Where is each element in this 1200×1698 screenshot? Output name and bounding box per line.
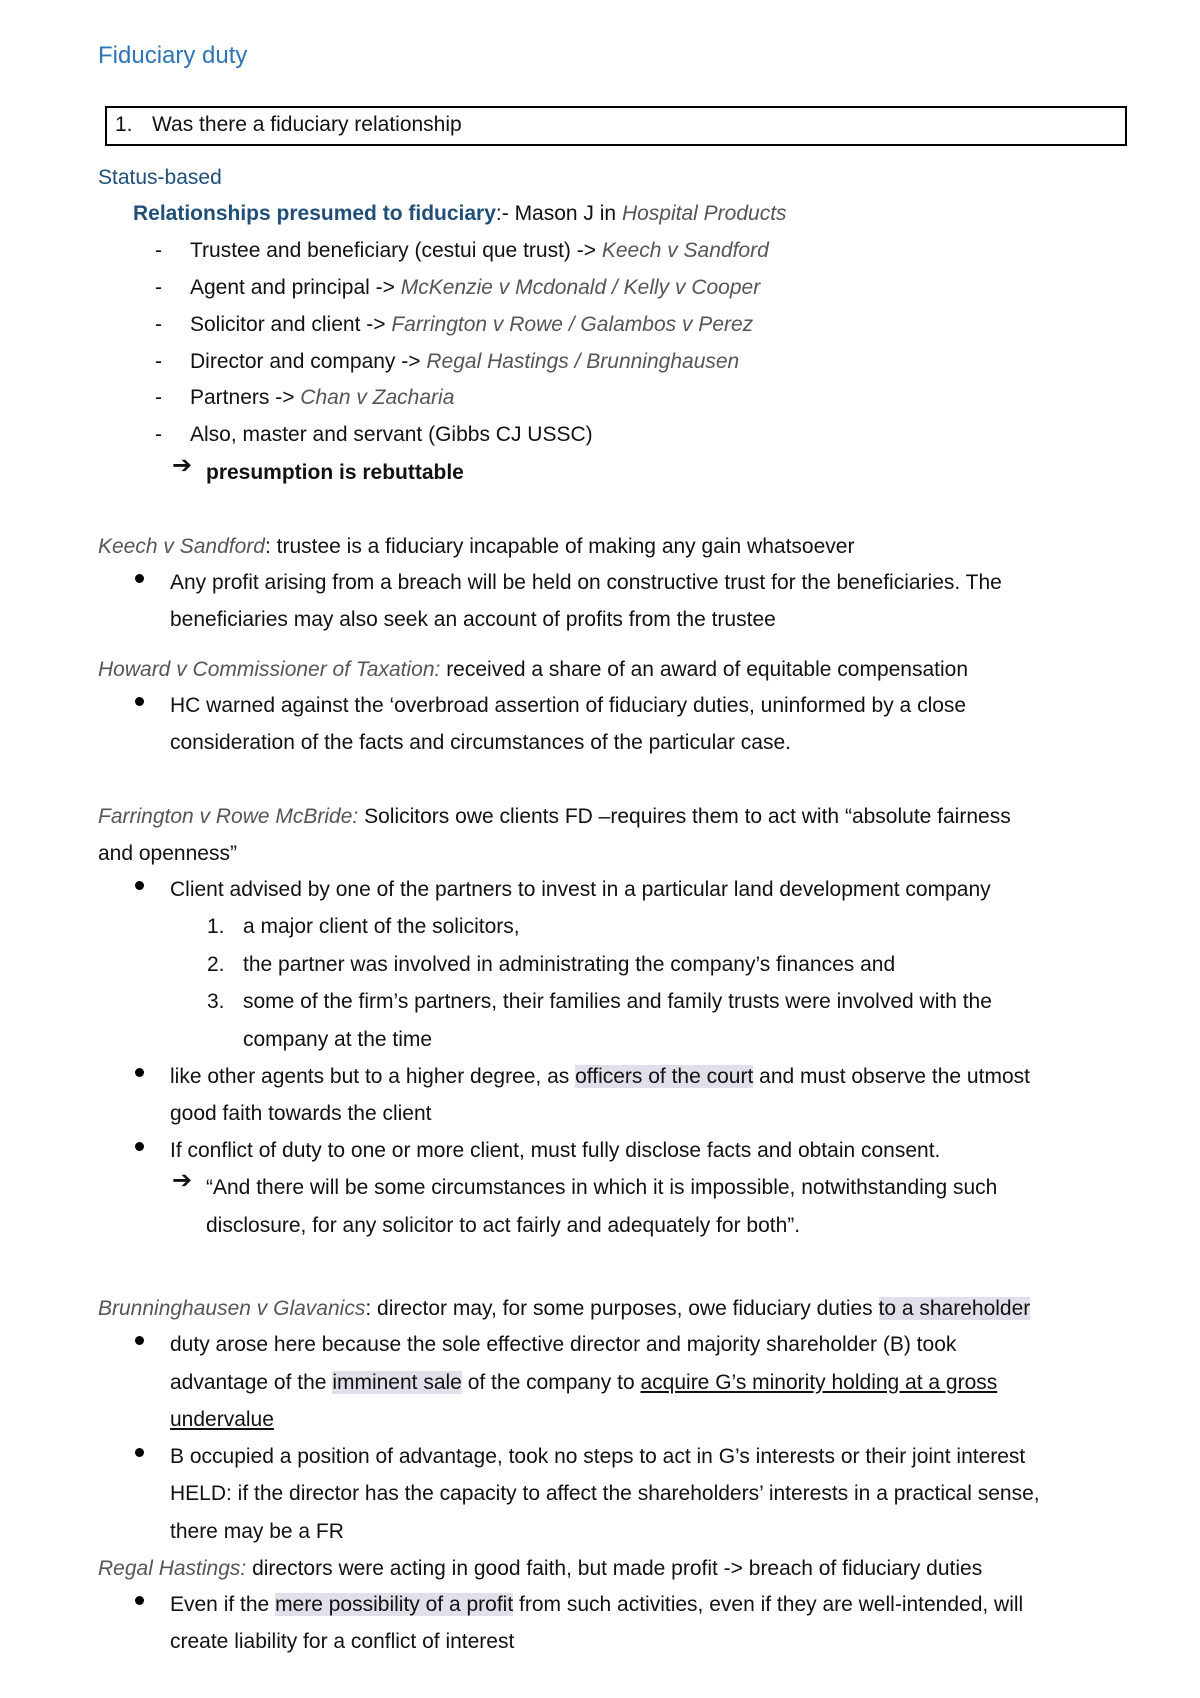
dash-item: Trustee and beneficiary (cestui que trust) -> Keech v Sandford (190, 239, 769, 262)
section-number: 1. (115, 113, 133, 136)
section-heading: Was there a fiduciary relationship (152, 113, 462, 136)
bullet-icon (135, 1068, 144, 1077)
farrington-quote-cont: disclosure, for any solicitor to act fairly and adequately for both”. (206, 1214, 801, 1237)
dash-marker: - (155, 350, 162, 373)
farrington-quote: “And there will be some circumstances in which it is impossible, notwithstanding such (206, 1176, 998, 1199)
farrington-line: Farrington v Rowe McBride: Solicitors owe clients FD –requires them to act with “absolute fairness (98, 805, 1011, 828)
regal-bullet-cont: create liability for a conflict of interest (170, 1630, 515, 1653)
bullet-icon (135, 1448, 144, 1457)
regal-line: Regal Hastings: directors were acting in good faith, but made profit -> breach of fiduciary duties (98, 1557, 983, 1580)
howard-bullet-cont: consideration of the facts and circumstances of the particular case. (170, 731, 791, 754)
brunninghausen-held-cont: there may be a FR (170, 1520, 344, 1543)
bullet-icon (135, 1142, 144, 1151)
brunninghausen-line: Brunninghausen v Glavanics: director may, for some purposes, owe fiduciary duties to a shareholder (98, 1297, 1031, 1320)
numbered-item-cont: company at the time (243, 1028, 433, 1051)
numbered-item: a major client of the solicitors, (243, 915, 520, 938)
farrington-bullet-1: Client advised by one of the partners to invest in a particular land development company (170, 878, 991, 901)
dash-item: Also, master and servant (Gibbs CJ USSC) (190, 423, 593, 446)
farrington-line-cont: and openness” (98, 842, 237, 865)
arrow-icon: ➔ (172, 1167, 193, 1194)
list-number: 1. (207, 915, 225, 938)
howard-line: Howard v Commissioner of Taxation: received a share of an award of equitable compensation (98, 658, 969, 681)
keech-line: Keech v Sandford: trustee is a fiduciary incapable of making any gain whatsoever (98, 535, 855, 558)
bullet-icon (135, 1336, 144, 1345)
dash-marker: - (155, 276, 162, 299)
list-number: 2. (207, 953, 225, 976)
presumed-sep: :- Mason J in (495, 202, 622, 225)
arrow-icon: ➔ (172, 452, 193, 479)
presumed-heading: Relationships presumed to fiduciary (133, 202, 496, 225)
dash-marker: - (155, 423, 162, 446)
dash-item: Agent and principal -> McKenzie v Mcdonald / Kelly v Cooper (190, 276, 761, 299)
howard-bullet: HC warned against the ‘overbroad assertion of fiduciary duties, uninformed by a close (170, 694, 967, 717)
bullet-icon (135, 574, 144, 583)
presumed-case: Hospital Products (621, 202, 787, 225)
page-title: Fiduciary duty (98, 42, 248, 69)
brunninghausen-bullet-1-cont: advantage of the imminent sale of the company to acquire G’s minority holding at a gross (170, 1371, 998, 1394)
list-number: 3. (207, 990, 225, 1013)
brunninghausen-bullet-1: duty arose here because the sole effective director and majority shareholder (B) took (170, 1333, 957, 1356)
rebuttable-note: presumption is rebuttable (206, 461, 464, 484)
farrington-bullet-3: If conflict of duty to one or more client, must fully disclose facts and obtain consent. (170, 1139, 941, 1162)
dash-marker: - (155, 313, 162, 336)
farrington-bullet-2-cont: good faith towards the client (170, 1102, 432, 1125)
numbered-item: some of the firm’s partners, their families and family trusts were involved with the (243, 990, 992, 1013)
brunninghausen-bullet-1-end: undervalue (170, 1408, 274, 1431)
dash-item: Solicitor and client -> Farrington v Rowe / Galambos v Perez (190, 313, 754, 336)
dash-marker: - (155, 386, 162, 409)
dash-item: Director and company -> Regal Hastings / Brunninghausen (190, 350, 740, 373)
farrington-bullet-2: like other agents but to a higher degree, as officers of the court and must observe the utmost (170, 1065, 1030, 1088)
status-heading: Status-based (98, 166, 222, 189)
dash-item: Partners -> Chan v Zacharia (190, 386, 455, 409)
bullet-icon (135, 1596, 144, 1605)
dash-marker: - (155, 239, 162, 262)
keech-bullet: Any profit arising from a breach will be held on constructive trust for the beneficiaries. The (170, 571, 1002, 594)
bullet-icon (135, 881, 144, 890)
numbered-item: the partner was involved in administrating the company’s finances and (243, 953, 896, 976)
bullet-icon (135, 697, 144, 706)
brunninghausen-bullet-2: B occupied a position of advantage, took no steps to act in G’s interests or their joint interest (170, 1445, 1026, 1468)
keech-bullet-cont: beneficiaries may also seek an account of profits from the trustee (170, 608, 776, 631)
presumed-line (133, 200, 787, 228)
brunninghausen-held: HELD: if the director has the capacity to affect the shareholders’ interests in a practical sense, (170, 1482, 1040, 1505)
regal-bullet: Even if the mere possibility of a profit from such activities, even if they are well-intended, will (170, 1593, 1024, 1616)
